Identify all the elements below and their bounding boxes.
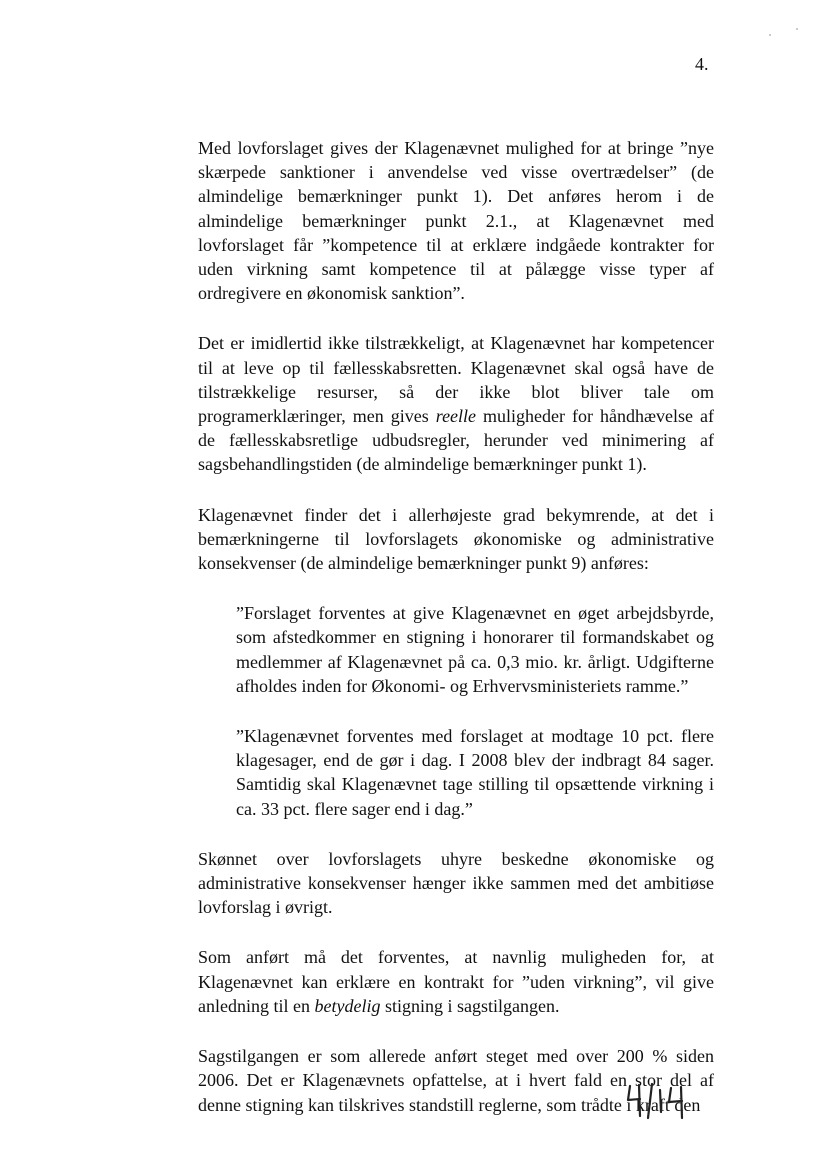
paragraph [198,503,714,576]
page-number: 4. [695,54,709,74]
paragraph [198,847,714,920]
handwritten-page-count [624,1082,694,1122]
paragraph [198,331,714,476]
paragraph-text: Skønnet over lovforslagets uhyre beskedne økonomiske og administrative konsekvenser hænger ikke sammen med det ambitiøse lovforslag i øvrigt. [198,848,714,918]
paragraph-text: Klagenævnet finder det i allerhøjeste grad bekymrende, at det i bemærkningerne til lovforslagets økonomiske og administrative konsekvenser (de almindelige bemærkninger punkt 9) anføres: [198,504,714,574]
paragraph-text: Som anført må det forventes, at navnlig muligheden for, at Klagenævnet kan erklære en kontrakt for ”uden virkning”, vil give anledning til en [198,947,714,1016]
paragraph-text: muligheder for håndhævelse af de fællesskabsretlige udbudsregler, herunder ved minimering af sagsbehandlingstiden (de almindelige bemærkninger punkt 1). [198,406,714,475]
quoted-paragraph [236,601,714,698]
document-body [198,136,714,1143]
paragraph-text: ”Forslaget forventes at give Klagenævnet en øget arbejdsbyrde, som afstedkommer en stigning i honorarer til formandskabet og medlemmer af Klagenævnet på ca. 0,3 mio. kr. årligt. Udgifterne afholdes inden for Økonomi- og Erhvervsministeriets ramme.” [236,603,714,696]
paragraph-text: stigning i sagstilgangen. [380,995,560,1016]
emphasis-text: reelle [435,406,477,427]
paragraph-text: ”Klagenævnet forventes med forslaget at modtage 10 pct. flere klagesager, end de gør i dag. I 2008 blev der indbragt 84 sager. Samtidig skal Klagenævnet tage stilling til opsættende virkning i ca. 33 pct. flere sager end i dag.” [236,726,714,819]
emphasis-text: betydelig [314,995,381,1016]
scan-speck [796,28,798,30]
paragraph-text: Med lovforslaget gives der Klagenævnet mulighed for at bringe ”nye skærpede sanktioner i anvendelse ved visse overtrædelser” (de almindelige bemærkninger punkt 1). Det anføres herom i de almindelige bemærkninger punkt 2.1., at Klagenævnet med lovforslaget får ”kompetence til at erklære indgåede kontrakter for uden virkning samt kompetence til at pålægge visse typer af ordregivere en økonomisk sanktion”. [198,138,714,304]
paragraph-text: Det er imidlertid ikke tilstrækkeligt, at Klagenævnet har kompetencer til at leve op til fællesskabsretten. Klagenævnet skal også have de tilstrækkelige resurser, så der ikke blot bliver tale om programerklæringer, men gives [198,333,714,427]
paragraph-text: Sagstilgangen er som allerede anført steget med over 200 % siden 2006. Det er Klagenævnets opfattelse, at i hvert fald en stor del af denne stigning kan tilskrives standstill reglerne, som trådte i kraft den [198,1046,714,1115]
paragraph [198,136,714,305]
paragraph [198,945,714,1018]
quoted-paragraph [236,724,714,821]
scan-speck [769,34,771,36]
